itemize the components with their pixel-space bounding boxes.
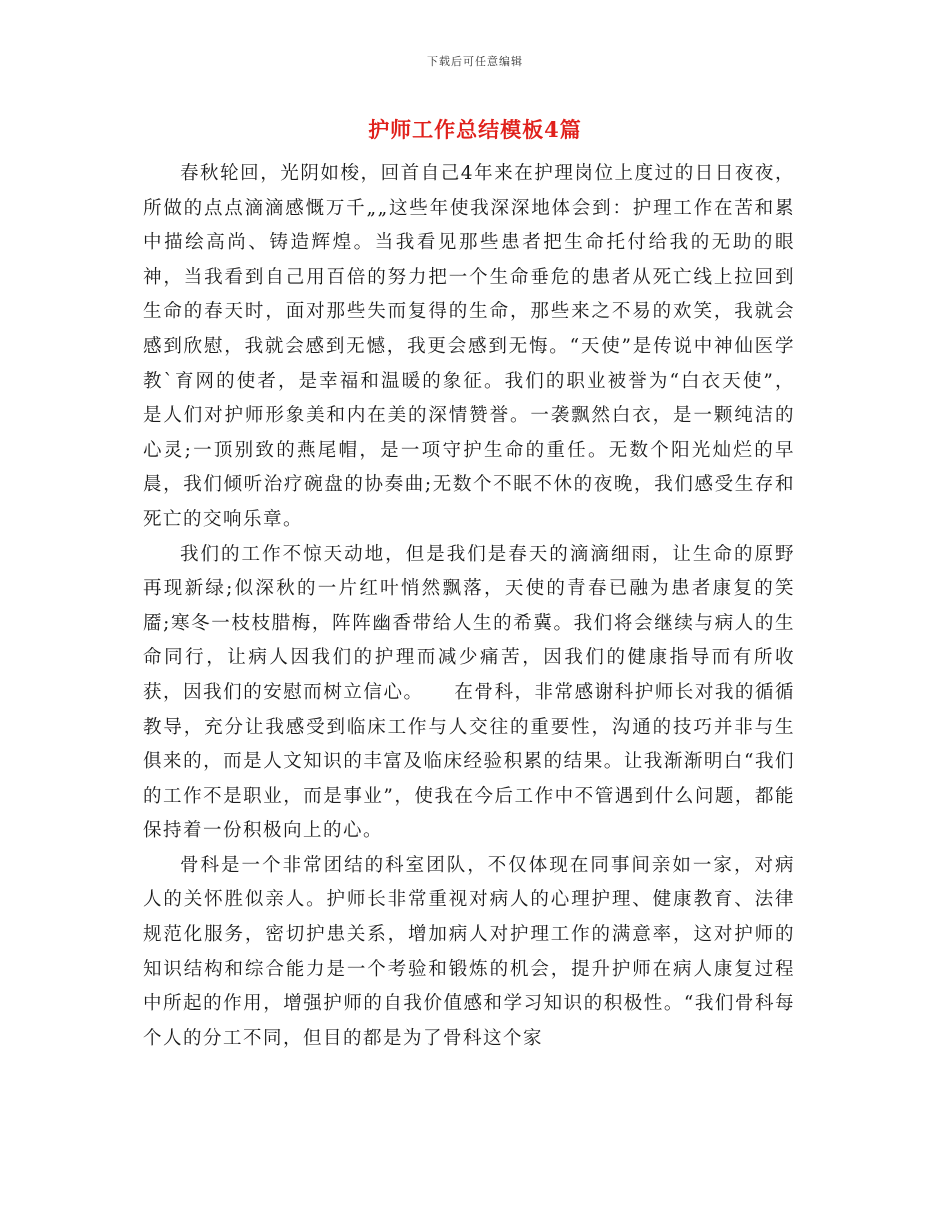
page-header-note: 下载后可任意编辑 (427, 55, 523, 68)
paragraph-3: 骨科是一个非常团结的科室团队，不仅体现在同事间亲如一家，对病人的关怀胜似亲人。护师长非常重视对病人的心理护理、健康教育、法律规范化服务，密切护患关系，增加病人对护理工作的满意率，这对护师的知识结构和综合能力是一个考验和锻炼的机会，提升护师在病人康复过程中所起的作用，增强护师的自我价值感和学习知识的积极性。“我们骨科每个人的分工不同，但目的都是为了骨科这个家 (143, 854, 795, 1049)
paragraph-1: 春秋轮回，光阴如梭，回首自己4年来在护理岗位上度过的日日夜夜，所做的点点滴滴感慨万千„„这些年使我深深地体会到：护理工作在苦和累中描绘高尚、铸造辉煌。当我看见那些患者把生命托付给我的无助的眼神，当我看到自己用百倍的努力把一个生命垂危的患者从死亡线上拉回到生命的春天时，面对那些失而复得的生命，那些来之不易的欢笑，我就会感到欣慰，我就会感到无憾，我更会感到无悔。“天使”是传说中神仙医学教`育网的使者，是幸福和温暖的象征。我们的职业被誉为“白衣天使”，是人们对护师形象美和内在美的深情赞誉。一袭飘然白衣，是一颗纯洁的心灵;一顶别致的燕尾帽，是一项守护生命的重任。无数个阳光灿烂的早晨，我们倾听治疗碗盘的协奏曲;无数个不眠不休的夜晚，我们感受生存和死亡的交响乐章。 (143, 163, 795, 530)
paragraph-2: 我们的工作不惊天动地，但是我们是春天的滴滴细雨，让生命的原野再现新绿;似深秋的一片红叶悄然飘落，天使的青春已融为患者康复的笑靥;寒冬一枝枝腊梅，阵阵幽香带给人生的希冀。我们将会继续与病人的生命同行，让病人因我们的护理而减少痛苦，因我们的健康指导而有所收获，因我们的安慰而树立信心。 在骨科，非常感谢科护师长对我的循循教导，充分让我感受到临床工作与人交往的重要性，沟通的技巧并非与生俱来的，而是人文知识的丰富及临床经验积累的结果。让我渐渐明白“我们的工作不是职业，而是事业”，使我在今后工作中不管遇到什么问题，都能保持着一份积极向上的心。 (143, 543, 795, 842)
document-title: 护师工作总结模板4篇 (368, 117, 582, 142)
document-body (143, 157, 795, 1056)
